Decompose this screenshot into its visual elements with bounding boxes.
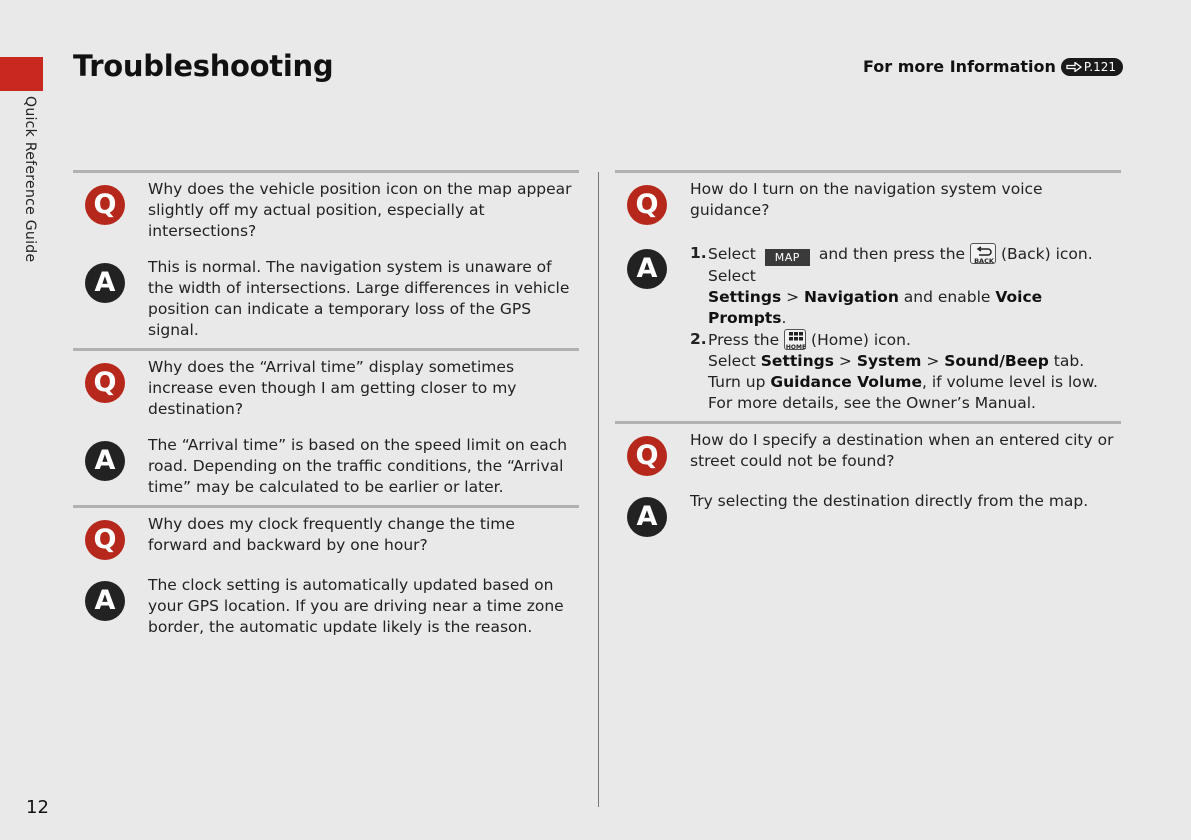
map-button-icon: MAP [765, 249, 810, 266]
answer-text: The clock setting is automatically updated based on your GPS location. If you are driving near a time zone border, the automatic update likely is the reason. [148, 576, 564, 636]
question-row [73, 514, 579, 560]
right-column [615, 170, 1121, 544]
question-text: Why does the vehicle position icon on the map appear slightly off my actual position, especially at intersections? [148, 180, 572, 240]
question-row [73, 357, 579, 420]
answer-badge-icon: A [627, 249, 667, 289]
question-row [615, 430, 1121, 476]
step-1: 1. Select MAP and then press the BACK (Back) icon. Select Settings > Navigation and enable Voice Prompts. [690, 244, 1093, 327]
section-tab-marker [0, 57, 43, 91]
page-title: Troubleshooting [73, 49, 334, 83]
column-divider [598, 172, 599, 807]
qa-block [615, 170, 1121, 421]
answer-text: Try selecting the destination directly from the map. [690, 492, 1089, 510]
answer-text: This is normal. The navigation system is unaware of the width of intersections. Large differences in vehicle position can indicate a temporary loss of the GPS signal. [148, 258, 570, 339]
answer-badge-icon: A [85, 581, 125, 621]
page-reference-text: P.121 [1083, 59, 1116, 74]
more-info-reference [863, 57, 1123, 76]
home-icon-label: HOME [786, 344, 807, 351]
page-number: 12 [26, 797, 49, 818]
answer-row [73, 435, 579, 498]
left-column [73, 170, 579, 645]
answer-text: The “Arrival time” is based on the speed limit on each road. Depending on the traffic conditions, the “Arrival time” may be calculated to be earlier or later. [148, 436, 568, 496]
answer-row [73, 575, 579, 638]
answer-badge-icon: A [85, 263, 125, 303]
question-row [73, 179, 579, 242]
question-badge-icon: Q [627, 436, 667, 476]
answer-steps [690, 243, 1121, 414]
step-number: 1. [690, 244, 707, 262]
question-text: Why does the “Arrival time” display sometimes increase even though I am getting closer to my destination? [148, 358, 517, 418]
side-section-label: Quick Reference Guide [22, 96, 38, 263]
question-row [615, 179, 1121, 225]
more-info-label: For more Information [863, 57, 1056, 76]
step-number: 2. [690, 330, 707, 348]
question-badge-icon: Q [85, 185, 125, 225]
qa-block [73, 170, 579, 348]
answer-row [615, 491, 1121, 537]
question-badge-icon: Q [627, 185, 667, 225]
arrow-right-icon [1066, 62, 1082, 72]
answer-row [615, 243, 1121, 414]
step-2: 2. Press the HOME (Home) icon. Select Settings > System > Sound/Beep tab. Turn up Guidance Volume, if volume level is low. For more details, see the Owner’s Manual. [690, 330, 1098, 412]
home-icon [784, 329, 806, 350]
answer-badge-icon: A [85, 441, 125, 481]
question-text: How do I turn on the navigation system voice guidance? [690, 180, 1043, 219]
question-text: Why does my clock frequently change the time forward and backward by one hour? [148, 515, 515, 554]
answer-badge-icon: A [627, 497, 667, 537]
question-badge-icon: Q [85, 520, 125, 560]
answer-row [73, 257, 579, 341]
question-badge-icon: Q [85, 363, 125, 403]
page-reference-link[interactable] [1061, 58, 1123, 76]
qa-block [73, 505, 579, 645]
question-text: How do I specify a destination when an entered city or street could not be found? [690, 431, 1114, 470]
back-icon [970, 243, 996, 264]
qa-block [615, 421, 1121, 544]
back-icon-label: BACK [974, 257, 994, 265]
qa-block [73, 348, 579, 505]
